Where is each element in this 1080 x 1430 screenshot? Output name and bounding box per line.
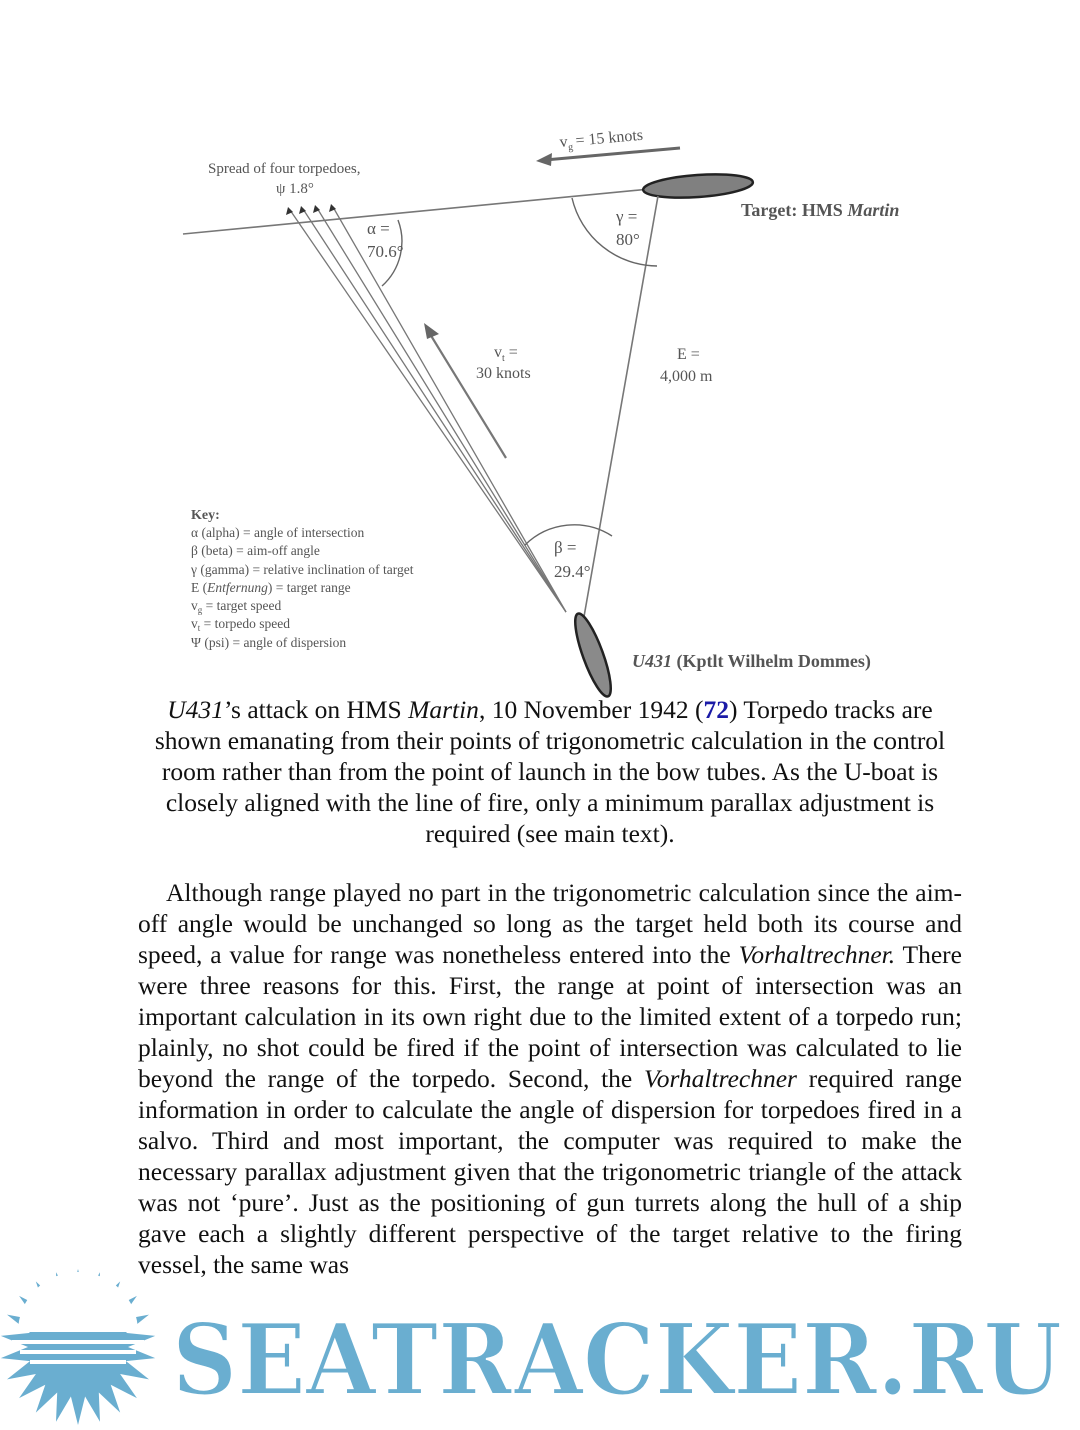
attack-diagram-svg: [0, 0, 1080, 700]
torpedo-track: [317, 208, 566, 612]
caption-text: ) Torpedo tracks are shown emanating from their points of trigonometric calculation in the control room rather than from the point of launch in the bow tubes. As the U-boat is closely aligned with the line of fire, only a minimum parallax adjustment is required (see main text).: [154, 695, 946, 848]
key-gamma: γ (gamma) = relative inclination of target: [191, 562, 414, 577]
target-label: Target: HMS Martin: [741, 200, 900, 220]
key-beta: β (beta) = aim-off angle: [191, 543, 320, 558]
body-text: Although range played no part in the trigonometric calculation since the aim-off angle would be unchanged so long as the target held both its course and speed, a value for range was nonetheless entered into the: [138, 878, 962, 969]
torpedo-speed-arrowhead: [424, 323, 439, 339]
body-text: required range information in order to calculate the angle of dispersion for torpedoes fired in a salvo. Third and most important, the computer was required to make the necessary parallax adjustment given that the trigonometric triangle of the attack was not ‘pure’. Just as the positioning of gun turrets along the hull of a ship gave each a slightly different perspective of the target relative to the firing vessel, the same was: [138, 1064, 962, 1279]
torpedo-track: [333, 207, 566, 612]
gamma-label-line1: γ =: [616, 207, 638, 226]
key-title: Key:: [191, 508, 220, 523]
alpha-label-line2: 70.6°: [367, 242, 404, 261]
torpedo-speed-label-line1: $v_t$ =: [494, 344, 518, 364]
watermark: [0, 1262, 1080, 1425]
key-range: E (Entfernung) = target range: [191, 580, 351, 595]
beta-label-line2: 29.4°: [554, 562, 591, 581]
target-speed-arrowhead: [536, 153, 552, 166]
sun-icon: [1, 1269, 155, 1425]
key-torpedo-speed: $v_t$ = torpedo speed: [191, 616, 290, 633]
range-line: [582, 196, 658, 628]
attack-diagram: [0, 0, 1080, 700]
torpedo-track: [290, 210, 566, 612]
key-psi: Ψ (psi) = angle of dispersion: [191, 635, 347, 650]
diagram-key: [190, 508, 414, 650]
alpha-label-line1: α =: [367, 219, 390, 238]
watermark-svg: [0, 1262, 1080, 1425]
gamma-label-line2: 80°: [616, 230, 640, 249]
range-label-line1: E =: [677, 346, 700, 363]
torpedo-speed-label-line2: 30 knots: [476, 365, 531, 382]
body-term: Vorhaltrechner: [643, 1064, 797, 1093]
body-paragraph: [138, 877, 962, 1280]
uboat-label: U431 (Kptlt Wilhelm Dommes): [632, 651, 871, 671]
key-alpha: α (alpha) = angle of intersection: [191, 525, 365, 540]
beta-label-line1: β =: [554, 538, 577, 557]
body-term: Vorhaltrechner.: [738, 940, 896, 969]
target-ship-icon: [642, 171, 753, 201]
body-text: There were three reasons for this. First, the range at point of intersection was an important calculation in its own right due to the limited extent of a torpedo run; plainly, no shot could be fired if the point of intersection was calculated to lie beyond the range of the torpedo. Second, the: [138, 940, 962, 1093]
spread-label-line2: ψ 1.8°: [276, 181, 314, 197]
caption-text: , 10 November 1942 (: [478, 695, 704, 724]
range-label-line2: 4,000 m: [660, 368, 713, 385]
spread-label-line1: Spread of four torpedoes,: [208, 161, 361, 177]
caption-reference-link[interactable]: 72: [703, 695, 729, 724]
watermark-text: SEATRACKER.RU: [172, 1303, 1062, 1418]
uboat-icon: [569, 610, 618, 700]
figure-caption: [140, 694, 960, 849]
target-speed-label: $v_g= 15$ knots: [558, 126, 644, 154]
caption-boat: U431: [167, 695, 224, 724]
caption-ship: Martin: [408, 695, 479, 724]
key-target-speed: $v_g$ = target speed: [191, 598, 282, 615]
torpedo-track: [303, 209, 566, 612]
caption-text: ’s attack on HMS: [223, 695, 409, 724]
gamma-arc: [572, 198, 657, 266]
target-course-line: [183, 188, 660, 234]
